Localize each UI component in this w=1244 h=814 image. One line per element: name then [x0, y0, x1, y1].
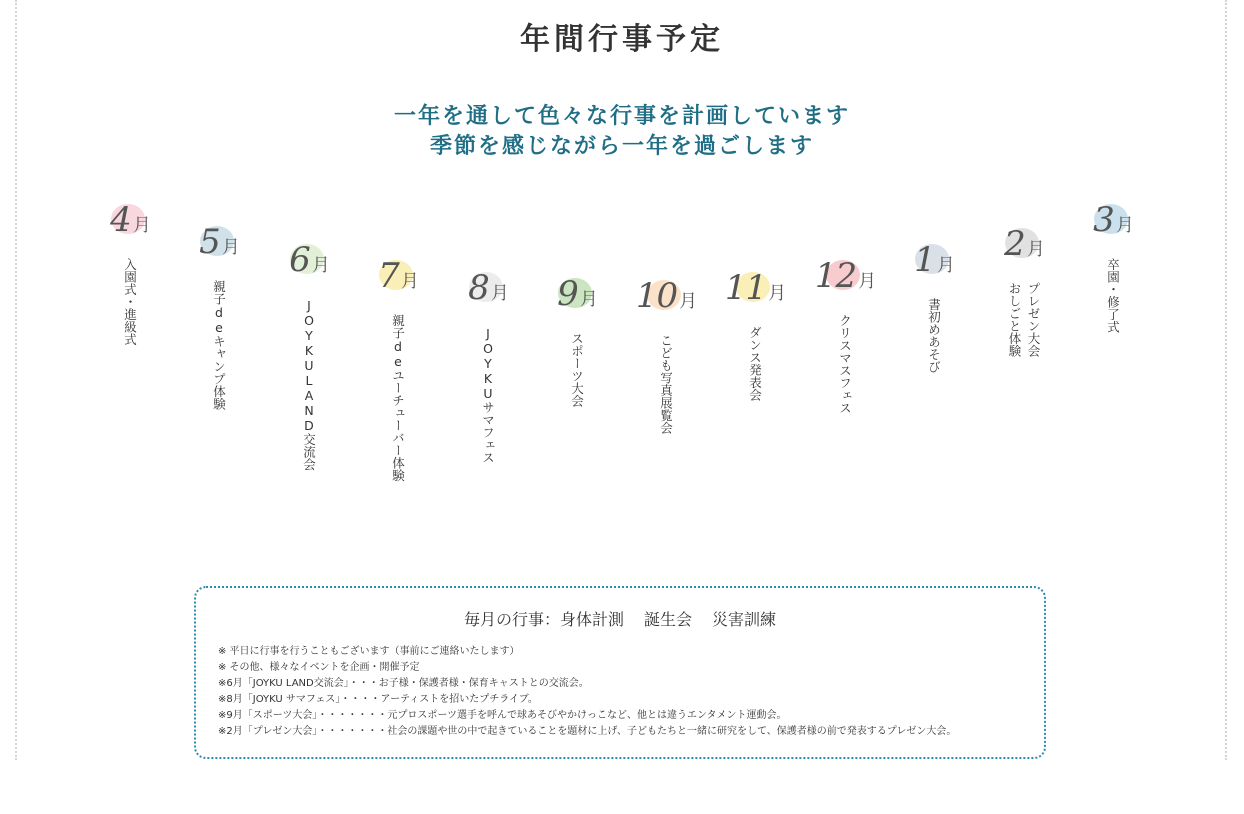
month-events	[353, 314, 443, 482]
month-number	[710, 268, 800, 308]
page-title: 年間行事予定	[520, 22, 724, 57]
month-unit: 月	[132, 215, 150, 236]
event-label: 親子deキャンプ体験	[211, 280, 227, 410]
month-number	[353, 256, 443, 296]
month-11	[710, 266, 800, 401]
month-unit: 月	[936, 255, 954, 276]
month-number	[85, 200, 175, 240]
month-number-value: 8	[468, 268, 489, 308]
month-2	[979, 222, 1069, 357]
month-unit: 月	[221, 237, 239, 258]
event-label: JOYKULAND交流会	[301, 298, 317, 471]
month-events	[979, 282, 1069, 357]
month-heading	[979, 222, 1069, 266]
month-1	[889, 238, 979, 373]
month-unit: 月	[679, 291, 697, 312]
monthly-events-box	[194, 586, 1046, 759]
month-heading	[621, 274, 711, 318]
month-number-value: 3	[1093, 200, 1114, 240]
event-label: 書初めあそび	[926, 298, 942, 373]
month-number	[264, 240, 354, 280]
month-heading	[532, 272, 622, 316]
month-number	[443, 268, 533, 308]
month-events	[621, 334, 711, 434]
monthly-events-title	[196, 607, 1044, 630]
month-unit: 月	[1026, 239, 1044, 260]
note-item: ※8月「JOYKU サマフェス」・・・・アーティストを招いたプチライブ。	[218, 694, 538, 705]
month-number	[800, 256, 890, 296]
event-label: ダンス発表会	[747, 326, 763, 401]
month-events	[710, 326, 800, 401]
month-6	[264, 238, 354, 471]
event-label: プレゼン大会	[1026, 282, 1041, 357]
month-number-value: 11	[724, 268, 767, 308]
month-unit: 月	[400, 271, 418, 292]
month-number	[1068, 200, 1158, 240]
month-heading	[889, 238, 979, 282]
month-events	[174, 280, 264, 410]
month-events	[532, 332, 622, 407]
month-9	[532, 272, 622, 407]
note-item: ※9月「スポーツ大会」・・・・・・・元プロスポーツ選手を呼んで球あそびやかけっこなど、他とは違うエンタメント運動会。	[218, 710, 787, 721]
month-number	[979, 224, 1069, 264]
event-label: 卒園・修了式	[1105, 258, 1121, 333]
month-number-value: 6	[289, 240, 310, 280]
monthly-events-title-prefix: 毎月の行事：身体計測	[463, 610, 624, 629]
month-number-value: 4	[110, 200, 131, 240]
month-unit: 月	[858, 271, 876, 292]
event-label: クリスマスフェス	[837, 314, 853, 414]
month-number	[532, 274, 622, 314]
month-events	[1068, 258, 1158, 333]
monthly-event-drill: 災害訓練	[712, 610, 777, 629]
month-heading	[353, 254, 443, 298]
month-unit: 月	[579, 289, 597, 310]
month-heading	[85, 198, 175, 242]
month-number-value: 5	[199, 222, 220, 262]
monthly-event-birthday: 誕生会	[643, 610, 692, 629]
month-number-value: 7	[378, 256, 399, 296]
month-unit: 月	[311, 255, 329, 276]
event-label: スポーツ大会	[569, 332, 585, 407]
month-number-value: 10	[635, 276, 678, 316]
month-events	[264, 298, 354, 471]
month-events	[443, 326, 533, 464]
note-item: ※2月「プレゼン大会」・・・・・・・社会の課題や世の中で起きていることを題材に上げ、子どもたちと一緒に研究をして、保護者様の前で発表するプレゼン大会。	[218, 726, 957, 737]
event-label: こども写真展覧会	[658, 334, 674, 434]
month-number	[621, 276, 711, 316]
month-8	[443, 266, 533, 464]
month-number-value: 1	[914, 240, 935, 280]
month-heading	[710, 266, 800, 310]
event-label: JOYKUサマフェス	[480, 326, 496, 464]
month-4	[85, 198, 175, 346]
month-number	[174, 222, 264, 262]
month-10	[621, 274, 711, 434]
month-5	[174, 220, 264, 410]
month-number	[889, 240, 979, 280]
month-events	[85, 258, 175, 346]
month-number-value: 2	[1004, 224, 1025, 264]
notes-list	[218, 644, 956, 740]
note-item: ※ 平日に行事を行うこともございます（事前にご連絡いたします）	[218, 646, 520, 657]
event-label: 親子deユーチューバー体験	[390, 314, 406, 482]
month-events	[800, 314, 890, 414]
note-item: ※ その他、様々なイベントを企画・開催予定	[218, 662, 420, 673]
event-label: おしごと体験	[1007, 282, 1022, 357]
month-heading	[264, 238, 354, 282]
month-heading	[174, 220, 264, 264]
month-12	[800, 254, 890, 414]
month-events	[889, 298, 979, 373]
month-heading	[1068, 198, 1158, 242]
month-heading	[800, 254, 890, 298]
month-heading	[443, 266, 533, 310]
subtitle-line-2: 季節を感じながら一年を過ごします	[429, 134, 814, 159]
month-unit: 月	[1115, 215, 1133, 236]
event-label: 入園式・進級式	[122, 258, 138, 346]
month-number-value: 12	[814, 256, 857, 296]
note-item: ※6月「JOYKU LAND交流会」・・・お子様・保護者様・保育キャストとの交流会。	[218, 678, 589, 689]
month-number-value: 9	[557, 274, 578, 314]
month-3	[1068, 198, 1158, 333]
month-unit: 月	[768, 283, 786, 304]
subtitle-line-1: 一年を通して色々な行事を計画しています	[393, 104, 850, 129]
month-7	[353, 254, 443, 482]
month-unit: 月	[490, 283, 508, 304]
